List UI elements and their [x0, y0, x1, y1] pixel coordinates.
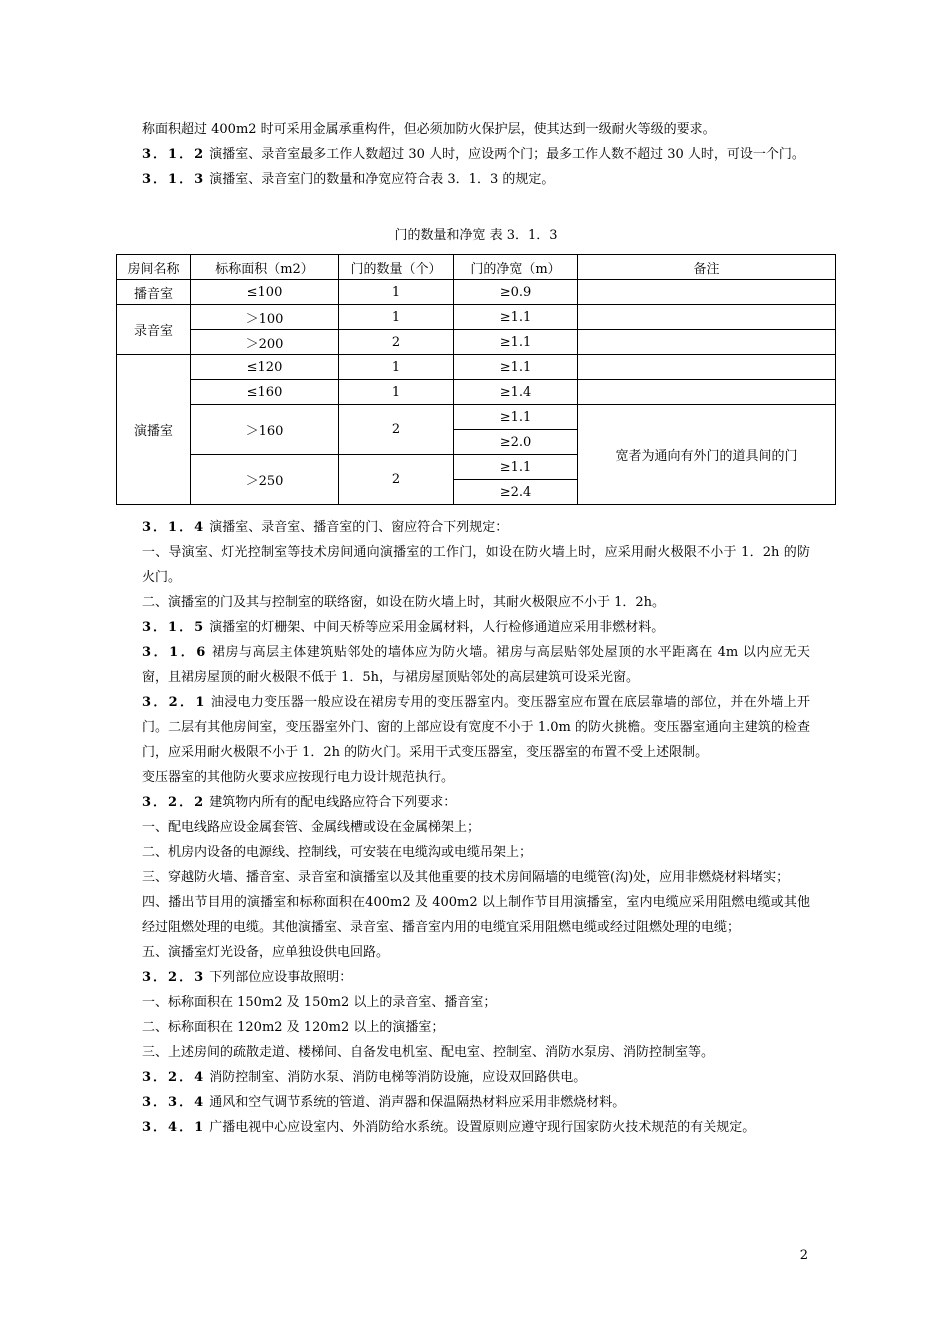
- paragraph: 二、机房内设备的电源线、控制线，可安装在电缆沟或电缆吊架上；: [142, 845, 533, 860]
- count-cell: 1: [339, 380, 454, 405]
- paragraph: 三、上述房间的疏散走道、楼梯间、自备发电机室、配电室、控制室、消防水泵房、消防控制室等。: [142, 1045, 715, 1060]
- note-cell: [578, 280, 836, 305]
- width-cell: ≥2.4: [454, 480, 578, 505]
- table-header-row: [117, 255, 836, 280]
- paragraph: 二、标称面积在 120m2 及 120m2 以上的演播室；: [142, 1020, 445, 1035]
- area-cell: ＞160: [191, 405, 339, 455]
- area-cell: ＞250: [191, 455, 339, 505]
- width-cell: ≥1.1: [454, 355, 578, 380]
- paragraph: 一、配电线路应设金属套管、金属线槽或设在金属梯架上；: [142, 820, 481, 835]
- table-header: 备注: [578, 255, 836, 280]
- table-row: [117, 280, 836, 305]
- count-cell: 1: [339, 355, 454, 380]
- paragraph: 变压器室的其他防火要求应按现行电力设计规范执行。: [142, 770, 455, 785]
- paragraph: 二、演播室的门及其与控制室的联络窗，如设在防火墙上时，其耐火极限应不小于 1．2h。: [142, 595, 666, 610]
- table-row: [117, 305, 836, 330]
- paragraph: 一、标称面积在 150m2 及 150m2 以上的录音室、播音室；: [142, 995, 497, 1010]
- area-cell: ＞200: [191, 330, 339, 355]
- width-cell: ≥2.0: [454, 430, 578, 455]
- table-header: 标称面积（m2）: [191, 255, 339, 280]
- paragraph: 一、导演室、灯光控制室等技术房间通向演播室的工作门，如设在防火墙上时，应采用耐火极限不小于 1．2h 的防火门。: [142, 545, 810, 585]
- paragraph: 3．2．1 油浸电力变压器一般应设在裙房专用的变压器室内。变压器室应布置在底层靠墙的部位，并在外墙上开门。二层有其他房间室，变压器室外门、窗的上部应设有宽度不小于 1.0m 的防火挑檐。变压器室通向主建筑的检查门，应采用耐火极限不小于 1．2h 的防火门。采用干式变压器室，变压器室的布置不受上述限制。: [142, 695, 810, 760]
- count-cell: 2: [339, 455, 454, 505]
- area-cell: ＞100: [191, 305, 339, 330]
- room-cell: 录音室: [117, 305, 191, 355]
- count-cell: 2: [339, 330, 454, 355]
- paragraph: 称面积超过 400m2 时可采用金属承重构件，但必须加防火保护层，使其达到一级耐火等级的要求。: [142, 122, 716, 137]
- area-cell: ≤100: [191, 280, 339, 305]
- note-cell: [578, 305, 836, 330]
- table-header: 门的数量（个）: [339, 255, 454, 280]
- paragraph: 3．1．2 演播室、录音室最多工作人数超过 30 人时，应设两个门；最多工作人数不超过 30 人时，可设一个门。: [142, 147, 805, 162]
- paragraph: 3．2．2 建筑物内所有的配电线路应符合下列要求：: [142, 795, 457, 810]
- paragraph: 3．1．3 演播室、录音室门的数量和净宽应符合表 3．1．3 的规定。: [142, 172, 555, 187]
- paragraph: 3．2．4 消防控制室、消防水泵、消防电梯等消防设施，应设双回路供电。: [142, 1070, 587, 1085]
- body-section: [142, 515, 810, 1140]
- width-cell: ≥0.9: [454, 280, 578, 305]
- room-cell: 播音室: [117, 280, 191, 305]
- paragraph: 3．1．6 裙房与高层主体建筑贴邻处的墙体应为防火墙。裙房与高层贴邻处屋顶的水平距离在 4m 以内应无天窗，且裙房屋顶的耐火极限不低于 1．5h，与裙房屋顶贴邻处的高层建筑可设采光窗。: [142, 645, 810, 685]
- table-header: 房间名称: [117, 255, 191, 280]
- count-cell: 2: [339, 405, 454, 455]
- width-cell: ≥1.1: [454, 455, 578, 480]
- width-cell: ≥1.1: [454, 330, 578, 355]
- note-cell: [578, 355, 836, 380]
- paragraph: 3．3．4 通风和空气调节系统的管道、消声器和保温隔热材料应采用非燃烧材料。: [142, 1095, 626, 1110]
- width-cell: ≥1.4: [454, 380, 578, 405]
- page-number: 2: [799, 1248, 808, 1263]
- paragraph: 3．1．4 演播室、录音室、播音室的门、窗应符合下列规定：: [142, 520, 509, 535]
- count-cell: 1: [339, 305, 454, 330]
- door-table: [116, 254, 836, 505]
- paragraph: 五、演播室灯光设备，应单独设供电回路。: [142, 945, 390, 960]
- table-row: [117, 405, 836, 430]
- note-cell: 宽者为通向有外门的道具间的门: [578, 405, 836, 505]
- paragraph: 3．1．5 演播室的灯栅架、中间天桥等应采用金属材料，人行检修通道应采用非燃材料。: [142, 620, 665, 635]
- intro-section: [142, 117, 810, 192]
- table-header: 门的净宽（m）: [454, 255, 578, 280]
- table-row: [117, 330, 836, 355]
- paragraph: 三、穿越防火墙、播音室、录音室和演播室以及其他重要的技术房间隔墙的电缆管(沟)处，应用非燃烧材料堵实；: [142, 870, 790, 885]
- paragraph: 3．2．3 下列部位应设事故照明：: [142, 970, 353, 985]
- note-cell: [578, 330, 836, 355]
- area-cell: ≤120: [191, 355, 339, 380]
- width-cell: ≥1.1: [454, 405, 578, 430]
- paragraph: 3．4．1 广播电视中心应设室内、外消防给水系统。设置原则应遵守现行国家防火技术规范的有关规定。: [142, 1120, 756, 1135]
- table-row: [117, 380, 836, 405]
- area-cell: ≤160: [191, 380, 339, 405]
- count-cell: 1: [339, 280, 454, 305]
- paragraph: 四、播出节目用的演播室和标称面积在400m2 及 400m2 以上制作节目用演播室，室内电缆应采用阻燃电缆或其他经过阻燃处理的电缆。其他演播室、录音室、播音室内用的电缆宜采用阻燃电缆或经过阻燃处理的电缆；: [142, 895, 810, 935]
- note-cell: [578, 380, 836, 405]
- room-cell: 演播室: [117, 355, 191, 505]
- width-cell: ≥1.1: [454, 305, 578, 330]
- table-caption: 门的数量和净宽 表 3．1．3: [394, 228, 558, 243]
- table-row: [117, 355, 836, 380]
